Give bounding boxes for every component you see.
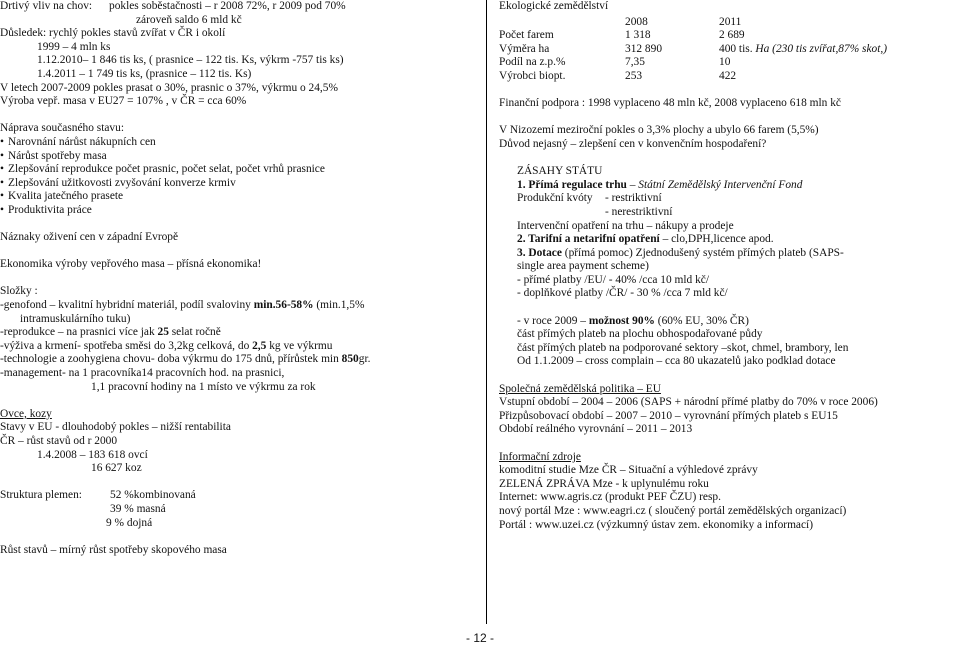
text: 3. Dotace: [517, 246, 562, 259]
text-line: část přímých plateb na podporované sektory –skot, chmel, brambory, len: [517, 341, 849, 354]
text-line: 39 % masná: [110, 502, 166, 515]
text-line: single area payment scheme): [517, 260, 649, 273]
text-line: část přímých plateb na plochu obhospodařované půdy: [517, 328, 763, 341]
text: – Státní Zemědělský Intervenční Fond: [626, 178, 803, 191]
text-line: Portál : www.uzei.cz (výzkumný ústav zem. ekonomiky a informací): [499, 518, 813, 531]
text: pokles soběstačnosti – r 2008 72%, r 2009 pod 70%: [109, 0, 346, 12]
table-cell: 10: [719, 56, 731, 69]
table-row: [499, 43, 887, 57]
text-line: - přímé platby /EU/ - 40% /cca 10 mld kč/: [517, 273, 710, 286]
table-cell: 7,35: [625, 56, 645, 69]
text-line: ZELENÁ ZPRÁVA Mze - k uplynulému roku: [499, 477, 709, 490]
text-line: [499, 192, 960, 206]
text-line: 1.12.2010– 1 846 tis ks, ( prasnice – 122 tis. Ks, výkrm -757 tis ks): [37, 54, 344, 67]
left-column: [0, 0, 480, 557]
text-line: Internet: www.agris.cz (produkt PEF ČZU) resp.: [499, 491, 721, 504]
text: 25: [157, 326, 169, 339]
text-line: Výroba vepř. masa v EU27 = 107% , v ČR = cca 60%: [0, 95, 247, 108]
table-cell: 1 318: [625, 29, 651, 42]
text: Ha (230 tis zvířat,87% skot,): [755, 42, 888, 55]
text: -reprodukce – na prasnici více jak: [0, 326, 158, 339]
text-line: - doplňkové platby /ČR/ - 30 % /cca 7 mld kč/: [517, 287, 728, 300]
table-cell: [499, 16, 625, 30]
text-line: Růst stavů – mírný růst spotřeby skopového masa: [0, 543, 227, 556]
section-heading: ZÁSAHY STÁTU: [517, 165, 603, 178]
bullet-item: • Zlepšování reprodukce počet prasnic, počet selat, počet vrhů prasnice: [0, 163, 480, 177]
text: - v roce 2009 –: [517, 314, 589, 327]
section-heading: Informační zdroje: [499, 450, 581, 463]
text-line: intramuskulárního tuku): [20, 312, 131, 325]
text: (přímá pomoc) Zjednodušený systém přímých plateb (SAPS-: [561, 246, 844, 259]
text-line: - nerestriktivní: [605, 205, 673, 218]
text-line: [0, 299, 480, 313]
section-heading: Ekologické zemědělství: [499, 0, 609, 12]
text-line: nový portál Mze : www.eagri.cz ( sloučený portál zemědělských organizací): [499, 504, 847, 517]
text: 2,5: [252, 339, 267, 352]
text-line: komoditní studie Mze ČR – Situační a výhledové zprávy: [499, 464, 758, 477]
text-line: zároveň saldo 6 mld kč: [136, 13, 242, 26]
text-line: -management- na 1 pracovníka14 pracovních hod. na prasnici,: [0, 367, 285, 380]
text-line: Vstupní období – 2004 – 2006 (SAPS + národní přímé platby do 70% v roce 2006): [499, 396, 878, 409]
text: Struktura plemen:: [0, 489, 82, 502]
text-line: Složky :: [0, 285, 38, 298]
table-cell: Podíl na z.p.%: [499, 56, 566, 69]
bullet-item: • Produktivita práce: [0, 204, 480, 218]
page-number: - 12 -: [465, 631, 494, 645]
table-cell: 2008: [625, 15, 648, 28]
text-line: Ekonomika výroby vepřového masa – přísná ekonomika!: [0, 258, 262, 271]
text: 400 tis.: [719, 42, 753, 55]
text: 850: [341, 353, 359, 366]
text: 2. Tarifní a netarifní opatření: [517, 233, 660, 246]
text: -výživa a krmení- spotřeba směsi do 3,2kg celková, do: [0, 339, 253, 352]
text-line: [0, 0, 480, 14]
text-line: [0, 340, 480, 354]
text: Drtivý vliv na chov:: [0, 0, 93, 12]
table-cell: 253: [625, 69, 643, 82]
text-line: [499, 247, 960, 261]
table-row: [499, 56, 887, 70]
table-row: [499, 16, 887, 30]
table-cell: 2 689: [719, 29, 745, 42]
text-line: Finanční podpora : 1998 vyplaceno 48 mln kč, 2008 vyplaceno 618 mln kč: [499, 97, 841, 110]
text: možnost 90%: [588, 314, 655, 327]
text: -genofond – kvalitní hybridní materiál, podíl svaloviny: [0, 299, 254, 312]
table-row: [499, 29, 887, 43]
table-cell: Počet farem: [499, 29, 554, 42]
text-line: 1,1 pracovní hodiny na 1 místo ve výkrmu za rok: [91, 380, 316, 393]
text-line: V Nizozemí meziroční pokles o 3,3% plochy a ubylo 66 farem (5,5%): [499, 124, 819, 137]
text-line: Období reálného vyrovnání – 2011 – 2013: [499, 423, 693, 436]
table-cell: 312 890: [625, 42, 663, 55]
bullet-item: • Nárůst spotřeby masa: [0, 150, 480, 164]
right-column: [486, 0, 960, 624]
text: gr.: [358, 353, 371, 366]
text-line: Náprava současného stavu:: [0, 122, 124, 135]
text-line: ČR – růst stavů od r 2000: [0, 435, 118, 447]
text: (60% EU, 30% ČR): [654, 314, 749, 327]
text-line: 9 % dojná: [106, 516, 153, 529]
text-line: Intervenční opatření na trhu – nákupy a prodeje: [517, 219, 734, 232]
bullet-item: • Narovnání nárůst nákupních cen: [0, 136, 480, 150]
text: kg ve výkrmu: [266, 339, 333, 352]
text: -technologie a zoohygiena chovu- doba výkrmu do 175 dnů, přírůstek min: [0, 353, 342, 366]
text-line: Přizpůsobovací období – 2007 – 2010 – vyrovnání přímých plateb s EU15: [499, 409, 838, 422]
table-cell: Výrobci biopt.: [499, 69, 566, 82]
text: - restriktivní: [605, 192, 662, 205]
table-cell: 2011: [719, 15, 742, 28]
text-line: V letech 2007-2009 pokles prasat o 30%, prasnic o 37%, výkrmu o 24,5%: [0, 81, 338, 94]
text-line: 1.4.2011 – 1 749 tis ks, (prasnice – 112 tis. Ks): [37, 67, 252, 80]
text-line: [0, 326, 480, 340]
text-line: [499, 233, 960, 247]
text-line: Stavy v EU - dlouhodobý pokles – nižší rentabilita: [0, 421, 231, 434]
text-line: [499, 179, 960, 193]
table-cell: 422: [719, 69, 737, 82]
text-line: [0, 489, 480, 503]
text: selat ročně: [168, 326, 221, 339]
table-cell: [719, 43, 887, 57]
text: – clo,DPH,licence apod.: [659, 233, 774, 246]
text: 52 %kombinovaná: [110, 489, 196, 502]
bullet-item: • Zlepšování užitkovosti zvyšování konverze krmiv: [0, 177, 480, 191]
text: 1. Přímá regulace trhu: [517, 178, 627, 191]
text-line: [499, 315, 960, 329]
text-line: Důvod nejasný – zlepšení cen v konvenčním hospodaření?: [499, 137, 767, 150]
text: (min.1,5%: [313, 299, 365, 312]
eco-table: [499, 16, 887, 84]
section-heading: Společná zemědělská politika – EU: [499, 382, 661, 395]
bullet-item: • Kvalita jatečného prasete: [0, 190, 480, 204]
text-line: [0, 353, 480, 367]
text-line: 1999 – 4 mln ks: [37, 40, 111, 53]
text-line: 1.4.2008 – 183 618 ovcí: [37, 448, 148, 461]
table-cell: Výměra ha: [499, 42, 550, 55]
text-line: Od 1.1.2009 – cross complain – cca 80 ukazatelů jako podklad dotace: [517, 355, 836, 368]
text-line: 16 627 koz: [91, 462, 142, 475]
text-line: Náznaky oživení cen v západní Evropě: [0, 231, 179, 244]
text: min.56-58%: [253, 299, 314, 312]
text: Produkční kvóty: [517, 192, 593, 205]
text-line: Důsledek: rychlý pokles stavů zvířat v ČR i okolí: [0, 27, 226, 40]
section-heading: Ovce, kozy: [0, 407, 52, 420]
table-row: [499, 70, 887, 84]
